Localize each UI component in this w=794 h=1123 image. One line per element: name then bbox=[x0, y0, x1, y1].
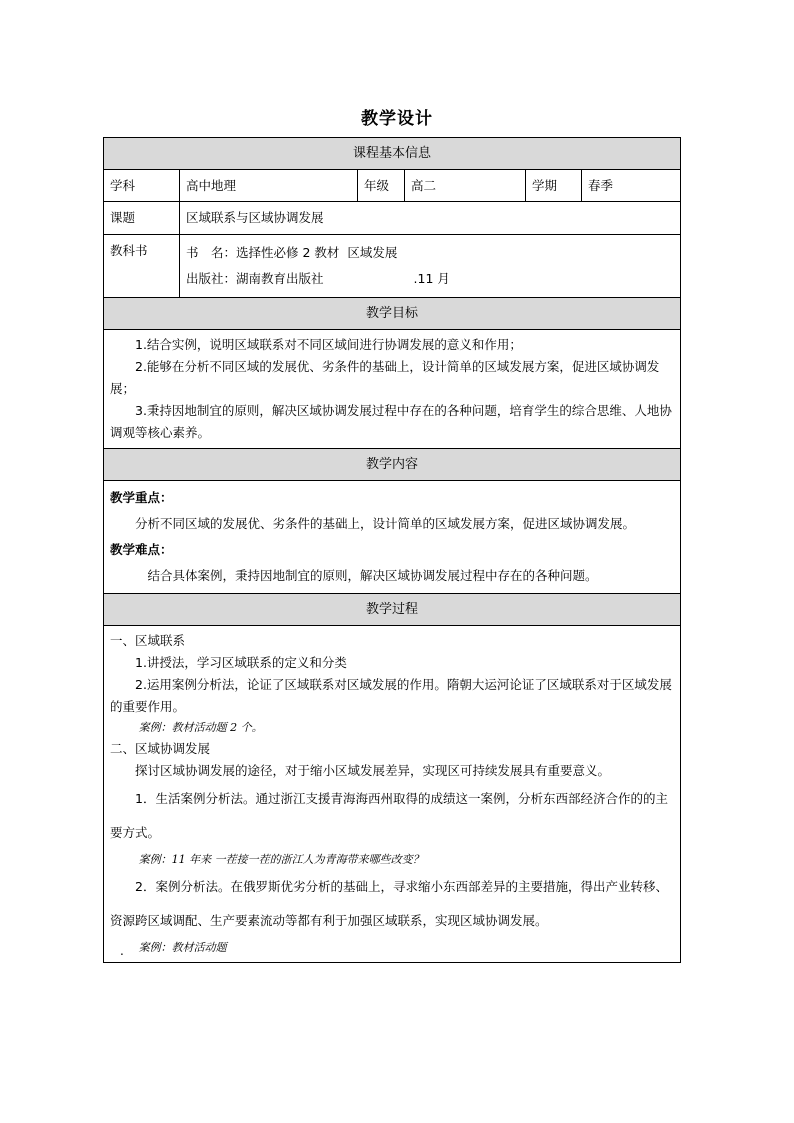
subject-value: 高中地理 bbox=[180, 170, 358, 202]
book-name-value: 选择性必修 2 教材 区域发展 bbox=[236, 245, 398, 260]
objective-item: 2.能够在分析不同区域的发展优、劣条件的基础上，设计简单的区域发展方案，促进区域协调发展； bbox=[110, 359, 660, 396]
section-1-item: 2.运用案例分析法，论证了区域联系对区域发展的作用。隋朝大运河论证了区域联系对于区域发展的重要作用。 bbox=[110, 677, 672, 714]
difficult-point-label: 教学难点： bbox=[110, 542, 173, 557]
section-2-intro: 探讨区域协调发展的途径，对于缩小区域发展差异，实现区可持续发展具有重要意义。 bbox=[135, 763, 611, 778]
section-2-item: 1．生活案例分析法。通过浙江支援青海海西州取得的成绩这一案例，分析东西部经济合作的的主要方式。 bbox=[110, 791, 668, 840]
publish-date: .11 月 bbox=[413, 271, 450, 286]
basic-info-header: 课程基本信息 bbox=[104, 138, 681, 170]
content-body bbox=[104, 481, 681, 594]
publisher-label: 出版社： bbox=[186, 271, 237, 286]
topic-label: 课题 bbox=[104, 202, 180, 235]
content-header: 教学内容 bbox=[104, 449, 681, 481]
case-note: 案例：教材活动题 2 个。 bbox=[138, 721, 263, 734]
term-value: 春季 bbox=[582, 170, 681, 202]
publisher-value: 湖南教育出版社 bbox=[236, 271, 324, 286]
lesson-plan-table bbox=[103, 137, 681, 963]
book-name-label: 书 名： bbox=[186, 245, 237, 260]
grade-value: 高二 bbox=[405, 170, 526, 202]
textbook-label: 教科书 bbox=[104, 235, 180, 298]
key-point-label: 教学重点： bbox=[110, 490, 173, 505]
section-1-title: 一、区域联系 bbox=[110, 633, 186, 648]
process-header: 教学过程 bbox=[104, 594, 681, 626]
objectives-body bbox=[104, 330, 681, 449]
objectives-header: 教学目标 bbox=[104, 298, 681, 330]
grade-label: 年级 bbox=[358, 170, 405, 202]
textbook-info bbox=[180, 235, 681, 298]
section-1-item: 1.讲授法，学习区域联系的定义和分类 bbox=[135, 655, 347, 670]
objective-item: 1.结合实例，说明区域联系对不同区域间进行协调发展的意义和作用； bbox=[135, 337, 522, 352]
book-name-line bbox=[186, 240, 674, 266]
case-note: 案例：教材活动题 bbox=[138, 941, 227, 954]
document-title: 教学设计 bbox=[361, 109, 433, 129]
difficult-point-text: 结合具体案例，秉持因地制宜的原则，解决区域协调发展过程中存在的各种问题。 bbox=[147, 568, 598, 583]
footer-dot: . bbox=[120, 944, 124, 958]
publisher-line bbox=[186, 266, 674, 292]
section-2-item: 2．案例分析法。在俄罗斯优劣分析的基础上，寻求缩小东西部差异的主要措施，得出产业转移、资源跨区域调配、生产要素流动等都有利于加强区域联系，实现区域协调发展。 bbox=[110, 879, 668, 928]
topic-value: 区域联系与区域协调发展 bbox=[180, 202, 681, 235]
process-body bbox=[104, 626, 681, 963]
term-label: 学期 bbox=[526, 170, 582, 202]
key-point-text: 分析不同区域的发展优、劣条件的基础上，设计简单的区域发展方案，促进区域协调发展。 bbox=[135, 516, 636, 531]
section-2-title: 二、区域协调发展 bbox=[110, 741, 211, 756]
objective-item: 3.秉持因地制宜的原则，解决区域协调发展过程中存在的各种问题，培育学生的综合思维、人地协调观等核心素养。 bbox=[110, 403, 672, 440]
case-note: 案例：11 年来 一茬接一茬的浙江人为青海带来哪些改变？ bbox=[138, 853, 424, 866]
subject-label: 学科 bbox=[104, 170, 180, 202]
